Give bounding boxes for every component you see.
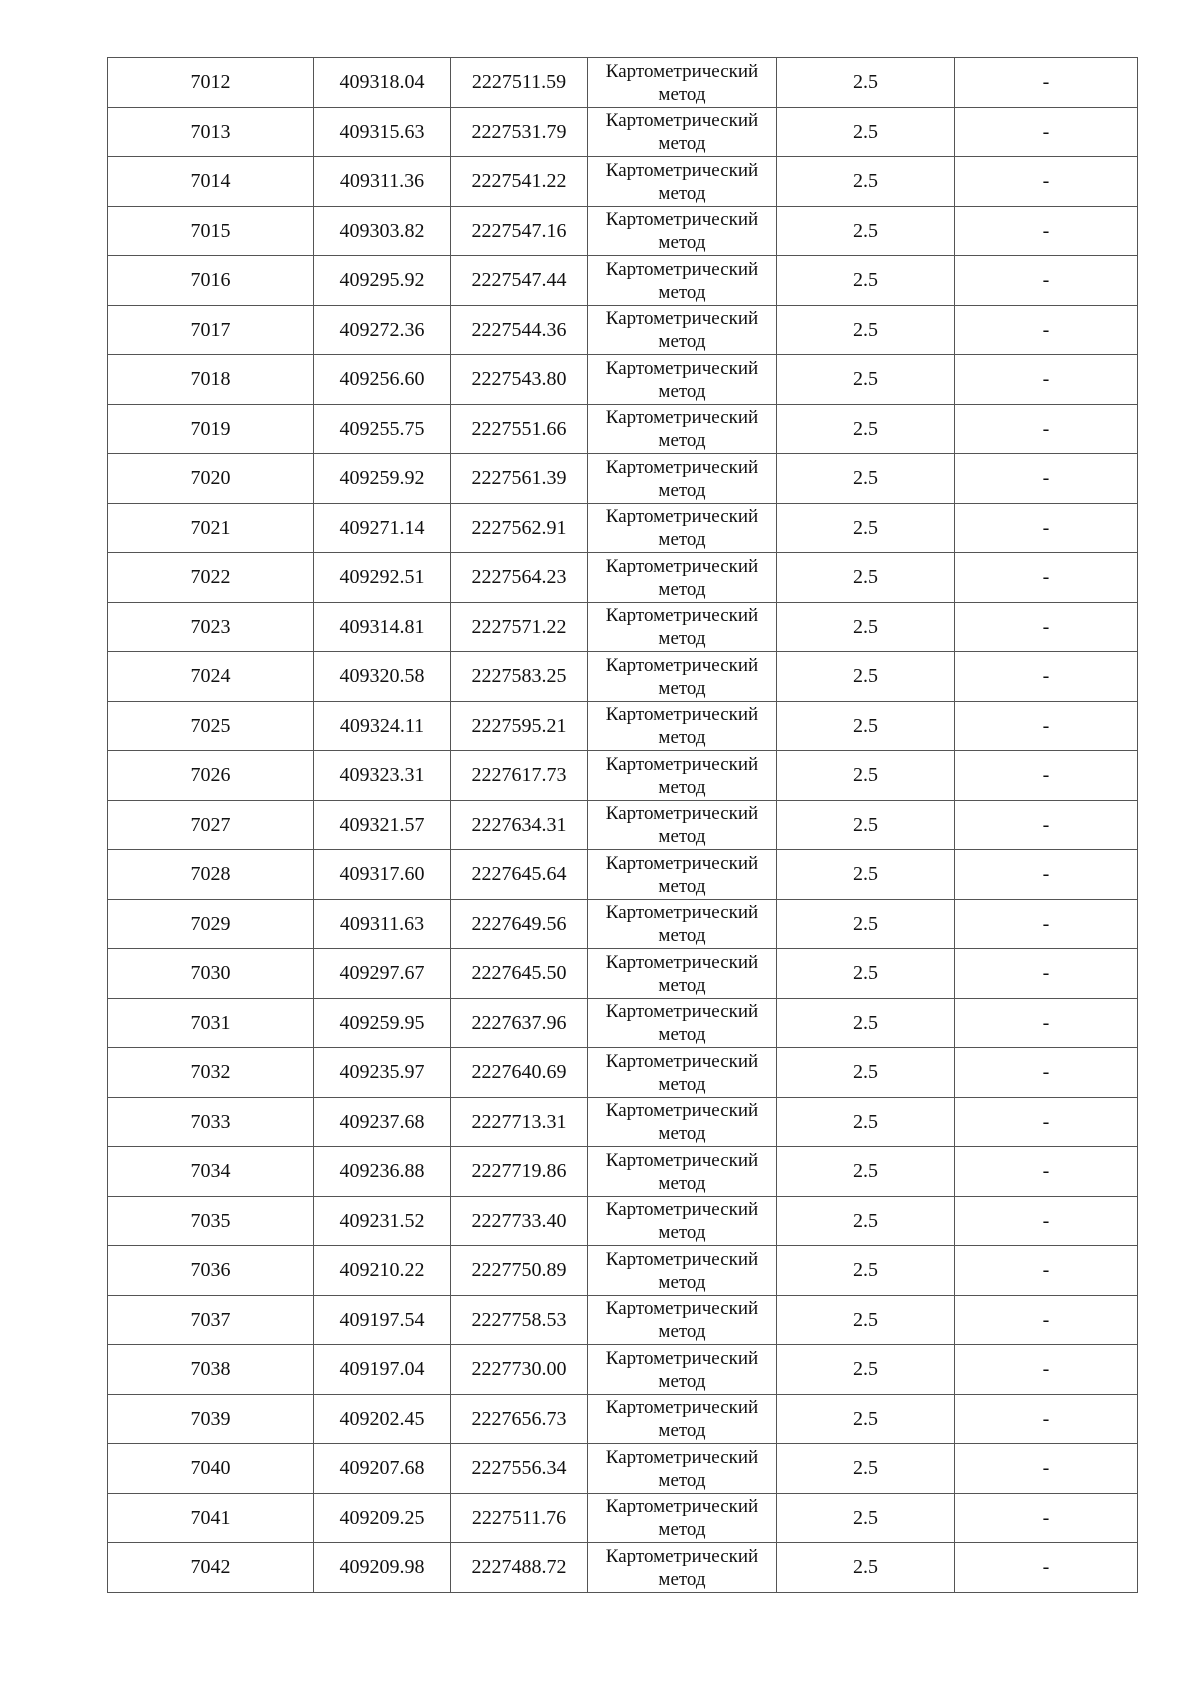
description-cell: -	[955, 850, 1138, 900]
table-row	[108, 998, 1138, 1048]
method-cell	[588, 1196, 777, 1246]
point-number-cell: 7022	[108, 553, 314, 603]
table-row	[108, 1295, 1138, 1345]
method-cell	[588, 454, 777, 504]
method-line-2: метод	[658, 1172, 706, 1194]
x-coordinate-cell: 409292.51	[314, 553, 451, 603]
table-row	[108, 1444, 1138, 1494]
point-number-cell: 7040	[108, 1444, 314, 1494]
x-coordinate-cell: 409314.81	[314, 602, 451, 652]
precision-cell: 2.5	[777, 1394, 955, 1444]
method-line-2: метод	[658, 727, 706, 749]
table-row	[108, 652, 1138, 702]
table-row	[108, 1246, 1138, 1296]
precision-cell: 2.5	[777, 454, 955, 504]
method-line-1: Картометрический	[605, 456, 759, 478]
table-row	[108, 355, 1138, 405]
method-line-1: Картометрический	[605, 852, 759, 874]
description-cell: -	[955, 949, 1138, 999]
method-cell	[588, 1246, 777, 1296]
method-line-2: метод	[658, 925, 706, 947]
description-cell: -	[955, 998, 1138, 1048]
precision-cell: 2.5	[777, 899, 955, 949]
precision-cell: 2.5	[777, 800, 955, 850]
description-cell: -	[955, 305, 1138, 355]
table-row	[108, 503, 1138, 553]
method-line-2: метод	[658, 1271, 706, 1293]
point-number-cell: 7018	[108, 355, 314, 405]
precision-cell: 2.5	[777, 58, 955, 108]
method-cell	[588, 998, 777, 1048]
method-line-1: Картометрический	[605, 1298, 759, 1320]
precision-cell: 2.5	[777, 998, 955, 1048]
method-line-1: Картометрический	[605, 159, 759, 181]
description-cell: -	[955, 1444, 1138, 1494]
method-line-1: Картометрический	[605, 1545, 759, 1567]
precision-cell: 2.5	[777, 602, 955, 652]
method-cell	[588, 404, 777, 454]
point-number-cell: 7016	[108, 256, 314, 306]
method-line-1: Картометрический	[605, 209, 759, 231]
table-row	[108, 157, 1138, 207]
table-row	[108, 1097, 1138, 1147]
table-row	[108, 800, 1138, 850]
method-line-1: Картометрический	[605, 1446, 759, 1468]
y-coordinate-cell: 2227531.79	[451, 107, 588, 157]
method-cell	[588, 652, 777, 702]
precision-cell: 2.5	[777, 652, 955, 702]
method-line-2: метод	[658, 529, 706, 551]
method-cell	[588, 305, 777, 355]
table-row	[108, 850, 1138, 900]
method-line-2: метод	[658, 1420, 706, 1442]
x-coordinate-cell: 409318.04	[314, 58, 451, 108]
method-cell	[588, 553, 777, 603]
x-coordinate-cell: 409235.97	[314, 1048, 451, 1098]
x-coordinate-cell: 409237.68	[314, 1097, 451, 1147]
description-cell: -	[955, 58, 1138, 108]
method-line-2: метод	[658, 974, 706, 996]
x-coordinate-cell: 409311.63	[314, 899, 451, 949]
method-line-2: метод	[658, 1321, 706, 1343]
y-coordinate-cell: 2227547.16	[451, 206, 588, 256]
y-coordinate-cell: 2227564.23	[451, 553, 588, 603]
x-coordinate-cell: 409209.25	[314, 1493, 451, 1543]
method-cell	[588, 850, 777, 900]
table-row	[108, 899, 1138, 949]
method-cell	[588, 157, 777, 207]
method-line-1: Картометрический	[605, 951, 759, 973]
y-coordinate-cell: 2227750.89	[451, 1246, 588, 1296]
table-row	[108, 1196, 1138, 1246]
table-row	[108, 58, 1138, 108]
x-coordinate-cell: 409259.95	[314, 998, 451, 1048]
description-cell: -	[955, 206, 1138, 256]
y-coordinate-cell: 2227544.36	[451, 305, 588, 355]
table-row	[108, 305, 1138, 355]
point-number-cell: 7023	[108, 602, 314, 652]
method-line-2: метод	[658, 1222, 706, 1244]
method-line-1: Картометрический	[605, 555, 759, 577]
point-number-cell: 7029	[108, 899, 314, 949]
precision-cell: 2.5	[777, 355, 955, 405]
precision-cell: 2.5	[777, 1295, 955, 1345]
x-coordinate-cell: 409303.82	[314, 206, 451, 256]
method-line-2: метод	[658, 430, 706, 452]
method-line-1: Картометрический	[605, 110, 759, 132]
y-coordinate-cell: 2227511.59	[451, 58, 588, 108]
description-cell: -	[955, 553, 1138, 603]
description-cell: -	[955, 107, 1138, 157]
point-number-cell: 7033	[108, 1097, 314, 1147]
method-cell	[588, 1295, 777, 1345]
y-coordinate-cell: 2227543.80	[451, 355, 588, 405]
coordinates-table-body	[108, 58, 1138, 1593]
table-row	[108, 553, 1138, 603]
method-cell	[588, 1097, 777, 1147]
point-number-cell: 7038	[108, 1345, 314, 1395]
point-number-cell: 7012	[108, 58, 314, 108]
method-line-2: метод	[658, 875, 706, 897]
x-coordinate-cell: 409315.63	[314, 107, 451, 157]
precision-cell: 2.5	[777, 1048, 955, 1098]
method-line-1: Картометрический	[605, 1001, 759, 1023]
x-coordinate-cell: 409317.60	[314, 850, 451, 900]
x-coordinate-cell: 409236.88	[314, 1147, 451, 1197]
table-row	[108, 454, 1138, 504]
description-cell: -	[955, 1394, 1138, 1444]
x-coordinate-cell: 409202.45	[314, 1394, 451, 1444]
method-line-2: метод	[658, 826, 706, 848]
method-line-2: метод	[658, 479, 706, 501]
method-line-1: Картометрический	[605, 704, 759, 726]
y-coordinate-cell: 2227637.96	[451, 998, 588, 1048]
point-number-cell: 7024	[108, 652, 314, 702]
x-coordinate-cell: 409256.60	[314, 355, 451, 405]
method-cell	[588, 355, 777, 405]
description-cell: -	[955, 1097, 1138, 1147]
coordinates-table	[107, 57, 1138, 1593]
description-cell: -	[955, 1295, 1138, 1345]
point-number-cell: 7030	[108, 949, 314, 999]
method-line-2: метод	[658, 331, 706, 353]
y-coordinate-cell: 2227649.56	[451, 899, 588, 949]
precision-cell: 2.5	[777, 503, 955, 553]
method-cell	[588, 1444, 777, 1494]
description-cell: -	[955, 800, 1138, 850]
y-coordinate-cell: 2227488.72	[451, 1543, 588, 1593]
method-line-1: Картометрический	[605, 1050, 759, 1072]
method-line-1: Картометрический	[605, 803, 759, 825]
table-row	[108, 256, 1138, 306]
x-coordinate-cell: 409197.04	[314, 1345, 451, 1395]
y-coordinate-cell: 2227541.22	[451, 157, 588, 207]
y-coordinate-cell: 2227758.53	[451, 1295, 588, 1345]
description-cell: -	[955, 404, 1138, 454]
precision-cell: 2.5	[777, 1444, 955, 1494]
description-cell: -	[955, 652, 1138, 702]
point-number-cell: 7017	[108, 305, 314, 355]
y-coordinate-cell: 2227645.50	[451, 949, 588, 999]
description-cell: -	[955, 1246, 1138, 1296]
y-coordinate-cell: 2227583.25	[451, 652, 588, 702]
x-coordinate-cell: 409324.11	[314, 701, 451, 751]
table-row	[108, 1493, 1138, 1543]
method-line-2: метод	[658, 1024, 706, 1046]
y-coordinate-cell: 2227595.21	[451, 701, 588, 751]
y-coordinate-cell: 2227571.22	[451, 602, 588, 652]
method-cell	[588, 602, 777, 652]
x-coordinate-cell: 409311.36	[314, 157, 451, 207]
method-line-2: метод	[658, 83, 706, 105]
precision-cell: 2.5	[777, 1196, 955, 1246]
x-coordinate-cell: 409255.75	[314, 404, 451, 454]
method-line-2: метод	[658, 776, 706, 798]
y-coordinate-cell: 2227617.73	[451, 751, 588, 801]
method-cell	[588, 503, 777, 553]
method-cell	[588, 899, 777, 949]
description-cell: -	[955, 1493, 1138, 1543]
precision-cell: 2.5	[777, 1097, 955, 1147]
y-coordinate-cell: 2227730.00	[451, 1345, 588, 1395]
point-number-cell: 7013	[108, 107, 314, 157]
description-cell: -	[955, 355, 1138, 405]
y-coordinate-cell: 2227561.39	[451, 454, 588, 504]
description-cell: -	[955, 1345, 1138, 1395]
method-line-1: Картометрический	[605, 60, 759, 82]
table-row	[108, 602, 1138, 652]
y-coordinate-cell: 2227547.44	[451, 256, 588, 306]
precision-cell: 2.5	[777, 1543, 955, 1593]
description-cell: -	[955, 602, 1138, 652]
method-line-1: Картометрический	[605, 605, 759, 627]
table-row	[108, 701, 1138, 751]
table-row	[108, 107, 1138, 157]
point-number-cell: 7041	[108, 1493, 314, 1543]
description-cell: -	[955, 454, 1138, 504]
y-coordinate-cell: 2227640.69	[451, 1048, 588, 1098]
method-cell	[588, 1493, 777, 1543]
table-row	[108, 1394, 1138, 1444]
description-cell: -	[955, 1196, 1138, 1246]
precision-cell: 2.5	[777, 850, 955, 900]
x-coordinate-cell: 409323.31	[314, 751, 451, 801]
method-line-1: Картометрический	[605, 1397, 759, 1419]
y-coordinate-cell: 2227719.86	[451, 1147, 588, 1197]
precision-cell: 2.5	[777, 949, 955, 999]
method-cell	[588, 1345, 777, 1395]
method-line-1: Картометрический	[605, 357, 759, 379]
description-cell: -	[955, 157, 1138, 207]
x-coordinate-cell: 409321.57	[314, 800, 451, 850]
table-row	[108, 1147, 1138, 1197]
method-line-1: Картометрический	[605, 753, 759, 775]
description-cell: -	[955, 1543, 1138, 1593]
precision-cell: 2.5	[777, 553, 955, 603]
method-line-2: метод	[658, 232, 706, 254]
y-coordinate-cell: 2227551.66	[451, 404, 588, 454]
precision-cell: 2.5	[777, 1147, 955, 1197]
point-number-cell: 7039	[108, 1394, 314, 1444]
point-number-cell: 7027	[108, 800, 314, 850]
method-line-1: Картометрический	[605, 1149, 759, 1171]
description-cell: -	[955, 1048, 1138, 1098]
method-line-1: Картометрический	[605, 654, 759, 676]
method-line-1: Картометрический	[605, 1199, 759, 1221]
y-coordinate-cell: 2227562.91	[451, 503, 588, 553]
method-line-2: метод	[658, 380, 706, 402]
point-number-cell: 7020	[108, 454, 314, 504]
method-cell	[588, 1543, 777, 1593]
method-line-1: Картометрический	[605, 1496, 759, 1518]
point-number-cell: 7042	[108, 1543, 314, 1593]
method-line-1: Картометрический	[605, 308, 759, 330]
method-line-2: метод	[658, 578, 706, 600]
method-line-2: метод	[658, 1073, 706, 1095]
precision-cell: 2.5	[777, 1493, 955, 1543]
description-cell: -	[955, 751, 1138, 801]
precision-cell: 2.5	[777, 107, 955, 157]
description-cell: -	[955, 701, 1138, 751]
y-coordinate-cell: 2227556.34	[451, 1444, 588, 1494]
method-cell	[588, 206, 777, 256]
table-row	[108, 751, 1138, 801]
table-row	[108, 1543, 1138, 1593]
method-line-2: метод	[658, 1519, 706, 1541]
description-cell: -	[955, 1147, 1138, 1197]
y-coordinate-cell: 2227511.76	[451, 1493, 588, 1543]
precision-cell: 2.5	[777, 1246, 955, 1296]
y-coordinate-cell: 2227713.31	[451, 1097, 588, 1147]
x-coordinate-cell: 409207.68	[314, 1444, 451, 1494]
x-coordinate-cell: 409231.52	[314, 1196, 451, 1246]
point-number-cell: 7019	[108, 404, 314, 454]
precision-cell: 2.5	[777, 206, 955, 256]
point-number-cell: 7034	[108, 1147, 314, 1197]
precision-cell: 2.5	[777, 305, 955, 355]
method-line-1: Картометрический	[605, 902, 759, 924]
method-line-1: Картометрический	[605, 258, 759, 280]
method-line-1: Картометрический	[605, 506, 759, 528]
method-line-2: метод	[658, 628, 706, 650]
x-coordinate-cell: 409295.92	[314, 256, 451, 306]
description-cell: -	[955, 503, 1138, 553]
method-cell	[588, 256, 777, 306]
point-number-cell: 7037	[108, 1295, 314, 1345]
table-row	[108, 1048, 1138, 1098]
point-number-cell: 7021	[108, 503, 314, 553]
table-row	[108, 1345, 1138, 1395]
method-line-2: метод	[658, 281, 706, 303]
x-coordinate-cell: 409197.54	[314, 1295, 451, 1345]
method-line-2: метод	[658, 1469, 706, 1491]
precision-cell: 2.5	[777, 701, 955, 751]
point-number-cell: 7026	[108, 751, 314, 801]
x-coordinate-cell: 409320.58	[314, 652, 451, 702]
point-number-cell: 7014	[108, 157, 314, 207]
method-cell	[588, 1048, 777, 1098]
x-coordinate-cell: 409272.36	[314, 305, 451, 355]
method-line-2: метод	[658, 1370, 706, 1392]
y-coordinate-cell: 2227645.64	[451, 850, 588, 900]
point-number-cell: 7036	[108, 1246, 314, 1296]
method-cell	[588, 701, 777, 751]
table-row	[108, 949, 1138, 999]
method-line-2: метод	[658, 1123, 706, 1145]
method-line-1: Картометрический	[605, 1100, 759, 1122]
x-coordinate-cell: 409297.67	[314, 949, 451, 999]
method-cell	[588, 1147, 777, 1197]
precision-cell: 2.5	[777, 256, 955, 306]
x-coordinate-cell: 409210.22	[314, 1246, 451, 1296]
method-cell	[588, 107, 777, 157]
method-line-2: метод	[658, 677, 706, 699]
precision-cell: 2.5	[777, 404, 955, 454]
description-cell: -	[955, 899, 1138, 949]
method-line-1: Картометрический	[605, 1248, 759, 1270]
method-cell	[588, 1394, 777, 1444]
method-cell	[588, 800, 777, 850]
method-line-2: метод	[658, 182, 706, 204]
y-coordinate-cell: 2227733.40	[451, 1196, 588, 1246]
y-coordinate-cell: 2227656.73	[451, 1394, 588, 1444]
x-coordinate-cell: 409209.98	[314, 1543, 451, 1593]
precision-cell: 2.5	[777, 1345, 955, 1395]
table-row	[108, 404, 1138, 454]
x-coordinate-cell: 409259.92	[314, 454, 451, 504]
point-number-cell: 7028	[108, 850, 314, 900]
x-coordinate-cell: 409271.14	[314, 503, 451, 553]
table-row	[108, 206, 1138, 256]
precision-cell: 2.5	[777, 751, 955, 801]
method-line-2: метод	[658, 1568, 706, 1590]
method-line-1: Картометрический	[605, 1347, 759, 1369]
method-line-2: метод	[658, 133, 706, 155]
point-number-cell: 7032	[108, 1048, 314, 1098]
method-line-1: Картометрический	[605, 407, 759, 429]
point-number-cell: 7025	[108, 701, 314, 751]
description-cell: -	[955, 256, 1138, 306]
method-cell	[588, 949, 777, 999]
method-cell	[588, 58, 777, 108]
precision-cell: 2.5	[777, 157, 955, 207]
y-coordinate-cell: 2227634.31	[451, 800, 588, 850]
method-cell	[588, 751, 777, 801]
point-number-cell: 7035	[108, 1196, 314, 1246]
point-number-cell: 7031	[108, 998, 314, 1048]
point-number-cell: 7015	[108, 206, 314, 256]
